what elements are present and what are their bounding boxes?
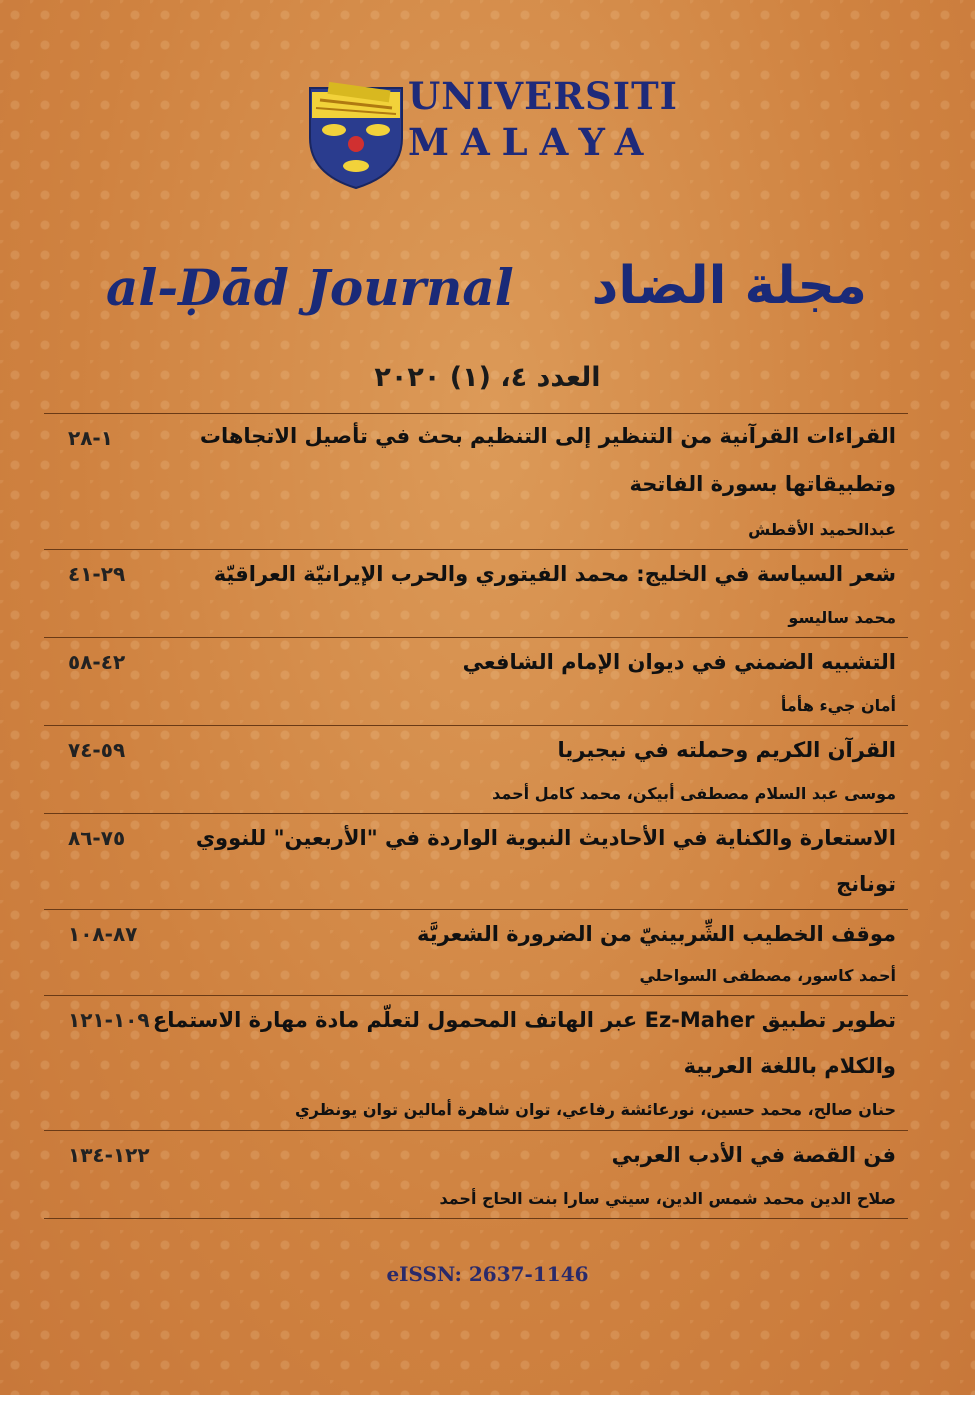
university-line1: UNIVERSITI — [408, 74, 678, 118]
article-title: موقف الخطيب الشِّربينيّ من الضرورة الشعريَّة — [416, 922, 896, 946]
university-name — [408, 72, 678, 164]
article-title-line2: والكلام باللغة العربية — [683, 1054, 896, 1078]
article-author: محمد ساليسو — [788, 608, 896, 627]
page-range: ٨٧-١٠٨ — [68, 922, 138, 946]
page-range: ١٢٢-١٣٤ — [68, 1143, 150, 1167]
article-title: فن القصة في الأدب العربي — [611, 1143, 896, 1167]
toc-entry — [44, 910, 908, 996]
toc-entry — [44, 814, 908, 910]
article-author: حنان صالح، محمد حسين، نورعائشة رفاعي، توان شاهرة أمالين توان يونظري — [295, 1100, 896, 1119]
page-range: ٧٥-٨٦ — [68, 826, 126, 850]
eissn-number: eISSN: 2637-1146 — [386, 1262, 589, 1286]
article-author: موسى عبد السلام مصطفى أبيكن، محمد كامل أحمد — [492, 784, 896, 803]
article-title: القرآن الكريم وحملته في نيجيريا — [557, 738, 896, 762]
toc-entry — [44, 996, 908, 1131]
article-author: أحمد كاسور، مصطفى السواحلي — [639, 966, 896, 985]
article-title: شعر السياسة في الخليج: محمد الفيتوري والحرب الإيرانيّة العراقيّة — [213, 562, 896, 586]
article-title-line2: تونانج — [836, 872, 896, 896]
article-title: تطوير تطبيق Ez-Maher عبر الهاتف المحمول لتعلّم مادة مهارة الاستماع — [152, 1008, 896, 1032]
article-author: أمان جيء هأمأ — [780, 696, 896, 715]
toc-entry — [44, 550, 908, 638]
article-title: الاستعارة والكناية في الأحاديث النبوية الواردة في "الأربعين" للنووي — [195, 826, 896, 850]
university-line2: MALAYA — [408, 120, 656, 164]
toc-entry — [44, 1131, 908, 1219]
page-range: ٢٩-٤١ — [68, 562, 126, 586]
page-range: ١-٢٨ — [68, 426, 113, 450]
article-author: عبدالحميد الأقطش — [748, 520, 896, 539]
toc-entry — [44, 414, 908, 550]
toc-entry — [44, 726, 908, 814]
journal-title-english: al-Ḍād Journal — [106, 258, 514, 317]
article-title-line2: وتطبيقاتها بسورة الفاتحة — [629, 472, 896, 496]
article-title: القراءات القرآنية من التنظير إلى التنظيم بحث في تأصيل الاتجاهات — [199, 424, 896, 448]
issue-number: العدد ٤، (١) ٢٠٢٠ — [374, 362, 601, 393]
article-title: التشبيه الضمني في ديوان الإمام الشافعي — [462, 650, 896, 674]
toc-entry — [44, 638, 908, 726]
table-of-contents — [44, 413, 908, 1219]
page-range: ٥٩-٧٤ — [68, 738, 126, 762]
page-range: ١٠٩-١٢١ — [68, 1008, 150, 1032]
page-range: ٤٢-٥٨ — [68, 650, 126, 674]
journal-title-arabic: مجلة الضاد — [591, 256, 867, 316]
article-author: صلاح الدين محمد شمس الدين، سيتي سارا بنت الحاج أحمد — [439, 1189, 896, 1208]
